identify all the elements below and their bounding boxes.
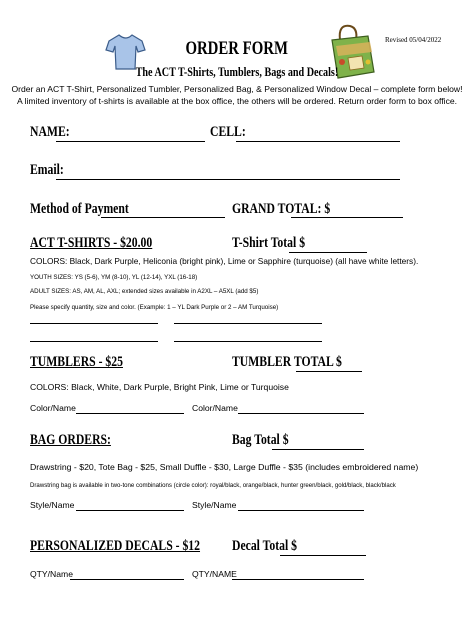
grand-total-field[interactable]	[291, 217, 403, 218]
decal-qty-name-label-1: QTY/Name	[30, 569, 73, 579]
tshirt-total-label: T-Shirt Total $	[232, 235, 306, 251]
youth-sizes: YOUTH SIZES: YS (5-6), YM (8-10), YL (12-14), YXL (16-18)	[30, 274, 198, 281]
cell-label: CELL:	[210, 124, 246, 140]
bag-total-label: Bag Total $	[232, 432, 289, 448]
intro-line-2: A limited inventory of t-shirts is available at the box office, the others will be ordered. Return order form to box office.	[16, 96, 458, 106]
intro-line-1: Order an ACT T-Shirt, Personalized Tumbler, Personalized Bag, & Personalized Window Decal – complete form below!	[11, 84, 463, 94]
bag-style-name-label-1: Style/Name	[30, 500, 75, 510]
payment-field[interactable]	[101, 217, 225, 218]
tshirt-instruction: Please specify quantity, size and color. (Example: 1 – YL Dark Purple or 2 – AM Turquoise)	[30, 304, 279, 311]
tshirt-colors: COLORS: Black, Dark Purple, Heliconia (bright pink), Lime or Sapphire (turquoise) (all have white letters).	[30, 256, 419, 266]
tumbler-color-name-label-1: Color/Name	[30, 403, 76, 413]
cell-field[interactable]	[236, 141, 400, 142]
payment-label: Method of Payment	[30, 201, 129, 217]
tumbler-color-name-field-1[interactable]	[76, 413, 184, 414]
tumbler-total-label: TUMBLER TOTAL $	[232, 354, 342, 370]
decal-qty-name-field-1[interactable]	[70, 579, 184, 580]
name-label: NAME:	[30, 124, 70, 140]
tumbler-total-field[interactable]	[296, 371, 362, 372]
bag-total-field[interactable]	[272, 449, 364, 450]
bag-prices: Drawstring - $20, Tote Bag - $25, Small Duffle - $30, Large Duffle - $35 (includes embroidered name)	[30, 462, 419, 472]
decal-total-label: Decal Total $	[232, 538, 298, 554]
tumbler-colors: COLORS: Black, White, Dark Purple, Bright Pink, Lime or Turquoise	[30, 382, 289, 392]
bag-style-name-field-1[interactable]	[76, 510, 184, 511]
tumbler-color-name-field-2[interactable]	[238, 413, 364, 414]
bags-heading: BAG ORDERS:	[30, 432, 111, 448]
bag-style-name-label-2: Style/Name	[192, 500, 237, 510]
tumbler-color-name-label-2: Color/Name	[192, 403, 238, 413]
tshirts-heading: ACT T-SHIRTS - $20.00	[30, 235, 153, 251]
decal-qty-name-field-2[interactable]	[232, 579, 364, 580]
tshirt-entry-2[interactable]	[174, 323, 322, 324]
tshirt-total-field[interactable]	[289, 252, 367, 253]
decals-heading: PERSONALIZED DECALS - $12	[30, 538, 201, 554]
email-field[interactable]	[56, 179, 400, 180]
decal-qty-name-label-2: QTY/NAME	[192, 569, 237, 579]
adult-sizes: ADULT SIZES: AS, AM, AL, AXL; extended sizes available in A2XL – A5XL (add $5)	[30, 288, 259, 295]
email-label: Email:	[30, 162, 64, 178]
page-title: ORDER FORM	[185, 38, 289, 59]
revised-date: Revised 05/04/2022	[385, 36, 442, 44]
bag-style-name-field-2[interactable]	[238, 510, 364, 511]
name-field[interactable]	[56, 141, 205, 142]
decal-total-field[interactable]	[280, 555, 366, 556]
grand-total-label: GRAND TOTAL: $	[232, 201, 331, 217]
tumblers-heading: TUMBLERS - $25	[30, 354, 123, 370]
tshirt-entry-4[interactable]	[174, 341, 322, 342]
tshirt-entry-3[interactable]	[30, 341, 158, 342]
bag-note: Drawstring bag is available in two-tone combinations (circle color): royal/black, orange/black, hunter green/black, gold/black, black/black	[30, 482, 396, 489]
tshirt-entry-1[interactable]	[30, 323, 158, 324]
page-subtitle: The ACT T-Shirts, Tumblers, Bags and Decals!	[135, 64, 339, 79]
